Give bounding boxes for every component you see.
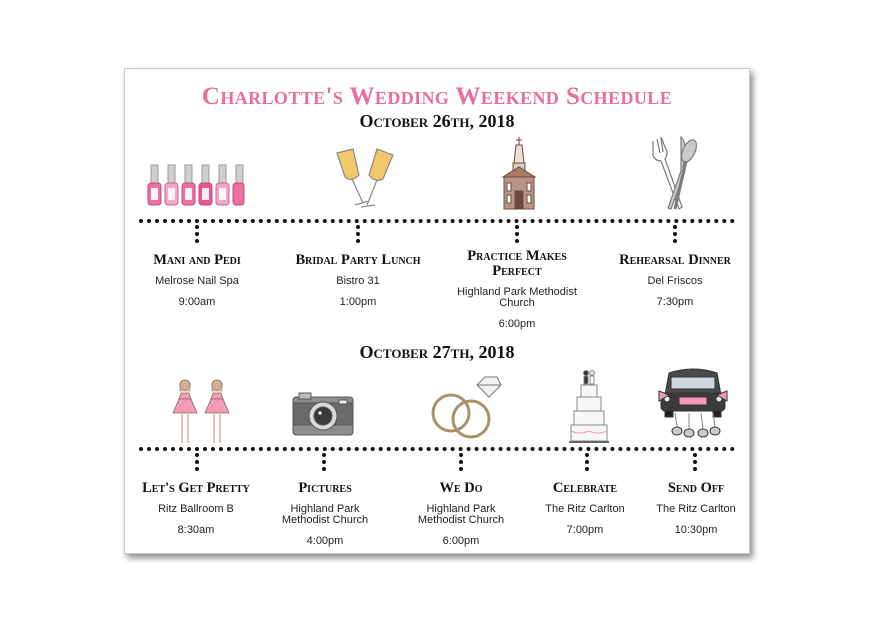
- cutlery-icon: [649, 135, 699, 213]
- event-place: The Ritz Carlton: [656, 503, 736, 515]
- timeline-tick: [195, 453, 199, 471]
- event-time: 9:00am: [178, 296, 216, 308]
- event-title: Send Off: [667, 480, 725, 496]
- event-place: Highland Park Methodist Church: [281, 503, 369, 526]
- timeline-tick: [585, 453, 589, 471]
- event-time: 7:00pm: [566, 524, 604, 536]
- event-place: Highland Park Methodist Church: [457, 286, 577, 309]
- wedding-rings-icon: [427, 373, 503, 443]
- event-time: 1:00pm: [339, 296, 377, 308]
- event-get-pretty: [121, 481, 271, 536]
- event-title: We Do: [439, 480, 483, 496]
- timeline-tick: [673, 225, 677, 243]
- event-time: 6:00pm: [498, 318, 536, 330]
- timeline-tick: [515, 225, 519, 243]
- event-title: Practice Makes Perfect: [467, 248, 567, 279]
- event-send-off: [643, 481, 749, 536]
- church-icon: [499, 137, 539, 211]
- event-place: Del Friscos: [647, 275, 703, 287]
- event-mani-pedi: [122, 253, 272, 308]
- day-2-date: October 27th, 2018: [359, 342, 515, 362]
- event-title: Mani and Pedi: [153, 252, 241, 268]
- wedding-cake-icon: [569, 369, 609, 445]
- timeline-day-2: [139, 447, 735, 451]
- event-time: 6:00pm: [442, 535, 480, 547]
- page-title: Charlotte's Wedding Weekend Schedule: [201, 83, 673, 110]
- timeline-tick: [459, 453, 463, 471]
- event-title: Celebrate: [552, 480, 618, 496]
- nail-polish-icon: [145, 163, 245, 209]
- event-time: 4:00pm: [306, 535, 344, 547]
- event-practice: [441, 249, 593, 330]
- event-title: Pictures: [298, 480, 352, 496]
- event-rehearsal-dinner: [600, 253, 750, 308]
- champagne-glasses-icon: [333, 145, 397, 211]
- event-place: Highland Park Methodist Church: [417, 503, 505, 526]
- event-title: Rehearsal Dinner: [619, 252, 731, 268]
- timeline-tick: [322, 453, 326, 471]
- event-place: Bistro 31: [336, 275, 380, 287]
- event-celebrate: [529, 481, 641, 536]
- event-pictures: [261, 481, 389, 547]
- event-time: 7:30pm: [656, 296, 694, 308]
- event-bridal-lunch: [283, 253, 433, 308]
- timeline-tick: [693, 453, 697, 471]
- event-title: Let's Get Pretty: [142, 480, 250, 496]
- event-time: 10:30pm: [674, 524, 718, 536]
- getaway-car-icon: [655, 367, 731, 443]
- timeline-tick: [356, 225, 360, 243]
- event-we-do: [397, 481, 525, 547]
- event-place: The Ritz Carlton: [545, 503, 625, 515]
- event-time: 8:30am: [177, 524, 215, 536]
- bridesmaids-icon: [169, 377, 235, 447]
- day-1-date: October 26th, 2018: [359, 111, 515, 131]
- event-place: Melrose Nail Spa: [155, 275, 239, 287]
- camera-icon: [291, 391, 355, 437]
- schedule-card: [124, 68, 750, 554]
- event-title: Bridal Party Lunch: [295, 252, 421, 268]
- event-place: Ritz Ballroom B: [158, 503, 234, 515]
- timeline-day-1: [139, 219, 735, 223]
- timeline-tick: [195, 225, 199, 243]
